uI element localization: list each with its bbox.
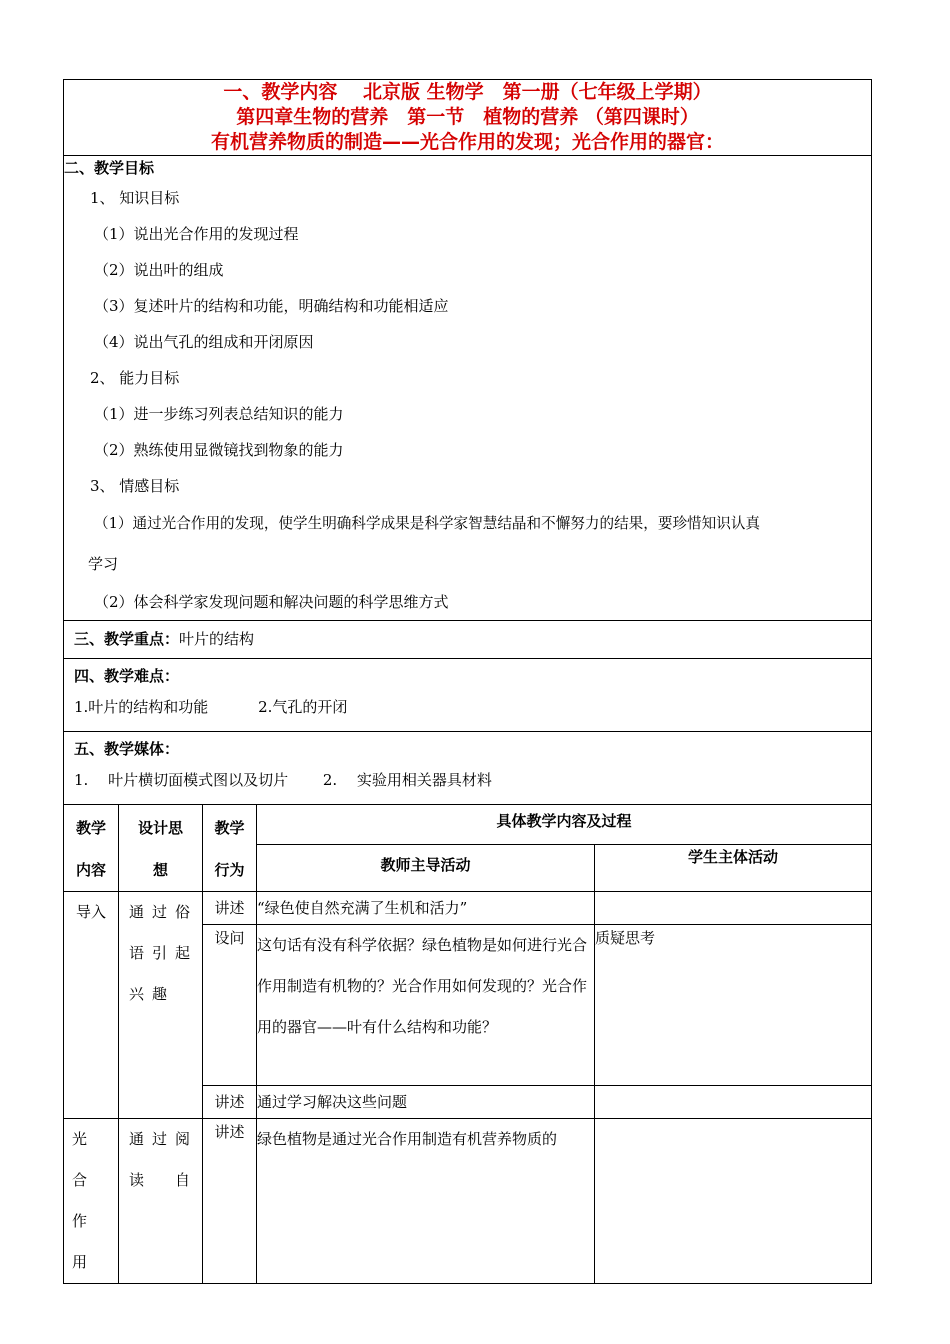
knowledge-label: 1、 知识目标 (90, 189, 180, 207)
col-header-student: 学生主体活动 (595, 844, 872, 891)
knowledge-item: （3）复述叶片的结构和功能，明确结构和功能相适应 (94, 297, 449, 315)
table-cell-design: 通过俗语引起兴趣 (119, 892, 203, 1119)
objectives-section (64, 156, 872, 621)
ability-item: （1）进一步练习列表总结知识的能力 (94, 405, 344, 423)
keypoint-section (64, 621, 872, 659)
table-cell-student (595, 892, 872, 925)
keypoint-heading: 三、教学重点： (74, 630, 180, 648)
col-header-behavior-line: 行为 (214, 861, 245, 879)
difficulty-section (64, 659, 872, 732)
title-line-1: 一、教学内容 北京版 生物学 第一册（七年级上学期） (223, 81, 712, 103)
emotion-item-2: （2）体会科学家发现问题和解决问题的科学思维方式 (94, 593, 449, 611)
ability-label: 2、 能力目标 (90, 369, 180, 387)
table-cell-teacher: 通过学习解决这些问题 (257, 1086, 595, 1119)
table-cell-behavior: 讲述 (203, 1086, 257, 1119)
col-header-content (64, 805, 119, 892)
objectives-heading: 二、教学目标 (64, 159, 155, 177)
table-cell-student (595, 1119, 872, 1284)
difficulty-text: 1.叶片的结构和功能 2.气孔的开闭 (74, 698, 348, 716)
title-block (64, 80, 872, 156)
emotion-item-1-cont: 学习 (88, 555, 119, 573)
table-cell-content: 光合作用 (64, 1119, 119, 1284)
col-header-design (119, 805, 203, 892)
ability-item: （2）熟练使用显微镜找到物象的能力 (94, 441, 344, 459)
media-heading: 五、教学媒体： (74, 740, 180, 758)
keypoint-text: 叶片的结构 (179, 630, 255, 648)
col-header-design-line: 想 (152, 861, 168, 879)
difficulty-heading: 四、教学难点： (74, 667, 180, 685)
table-cell-teacher: 绿色植物是通过光合作用制造有机营养物质的 (257, 1119, 595, 1284)
media-text: 1. 叶片横切面模式图以及切片 2. 实验用相关器具材料 (74, 771, 492, 789)
emotion-label: 3、 情感目标 (90, 477, 180, 495)
table-cell-behavior: 设问 (203, 925, 257, 1086)
col-header-teacher: 教师主导活动 (257, 844, 595, 891)
lesson-plan-sheet (63, 79, 871, 1284)
col-header-content-line: 内容 (75, 861, 106, 879)
table-cell-teacher: “绿色使自然充满了生机和活力” (257, 892, 595, 925)
table-cell-content: 导入 (64, 892, 119, 1119)
title-line-3: 有机营养物质的制造——光合作用的发现；光合作用的器官： (211, 131, 725, 153)
col-header-detail: 具体教学内容及过程 (257, 805, 872, 845)
knowledge-item: （4）说出气孔的组成和开闭原因 (94, 333, 314, 351)
table-cell-student: 质疑思考 (595, 925, 872, 1086)
knowledge-item: （2）说出叶的组成 (94, 261, 224, 279)
col-header-behavior (203, 805, 257, 892)
table-cell-teacher: 这句话有没有科学依据？绿色植物是如何进行光合作用制造有机物的？光合作用如何发现的？光合作用的器官——叶有什么结构和功能？ (257, 925, 595, 1086)
col-header-design-line: 设计思 (137, 819, 183, 837)
table-cell-design: 通过阅读 自 (119, 1119, 203, 1284)
media-section (64, 732, 872, 805)
table-cell-student (595, 1086, 872, 1119)
lesson-plan-table (63, 79, 872, 1284)
table-cell-behavior: 讲述 (203, 1119, 257, 1284)
knowledge-item: （1）说出光合作用的发现过程 (94, 225, 299, 243)
col-header-content-line: 教学 (75, 819, 106, 837)
col-header-behavior-line: 教学 (214, 819, 245, 837)
table-cell-behavior: 讲述 (203, 892, 257, 925)
title-line-2: 第四章生物的营养 第一节 植物的营养 （第四课时） (236, 106, 699, 128)
emotion-item-1: （1）通过光合作用的发现，使学生明确科学成果是科学家智慧结晶和不懈努力的结果，要珍惜知识认真 (94, 515, 761, 532)
